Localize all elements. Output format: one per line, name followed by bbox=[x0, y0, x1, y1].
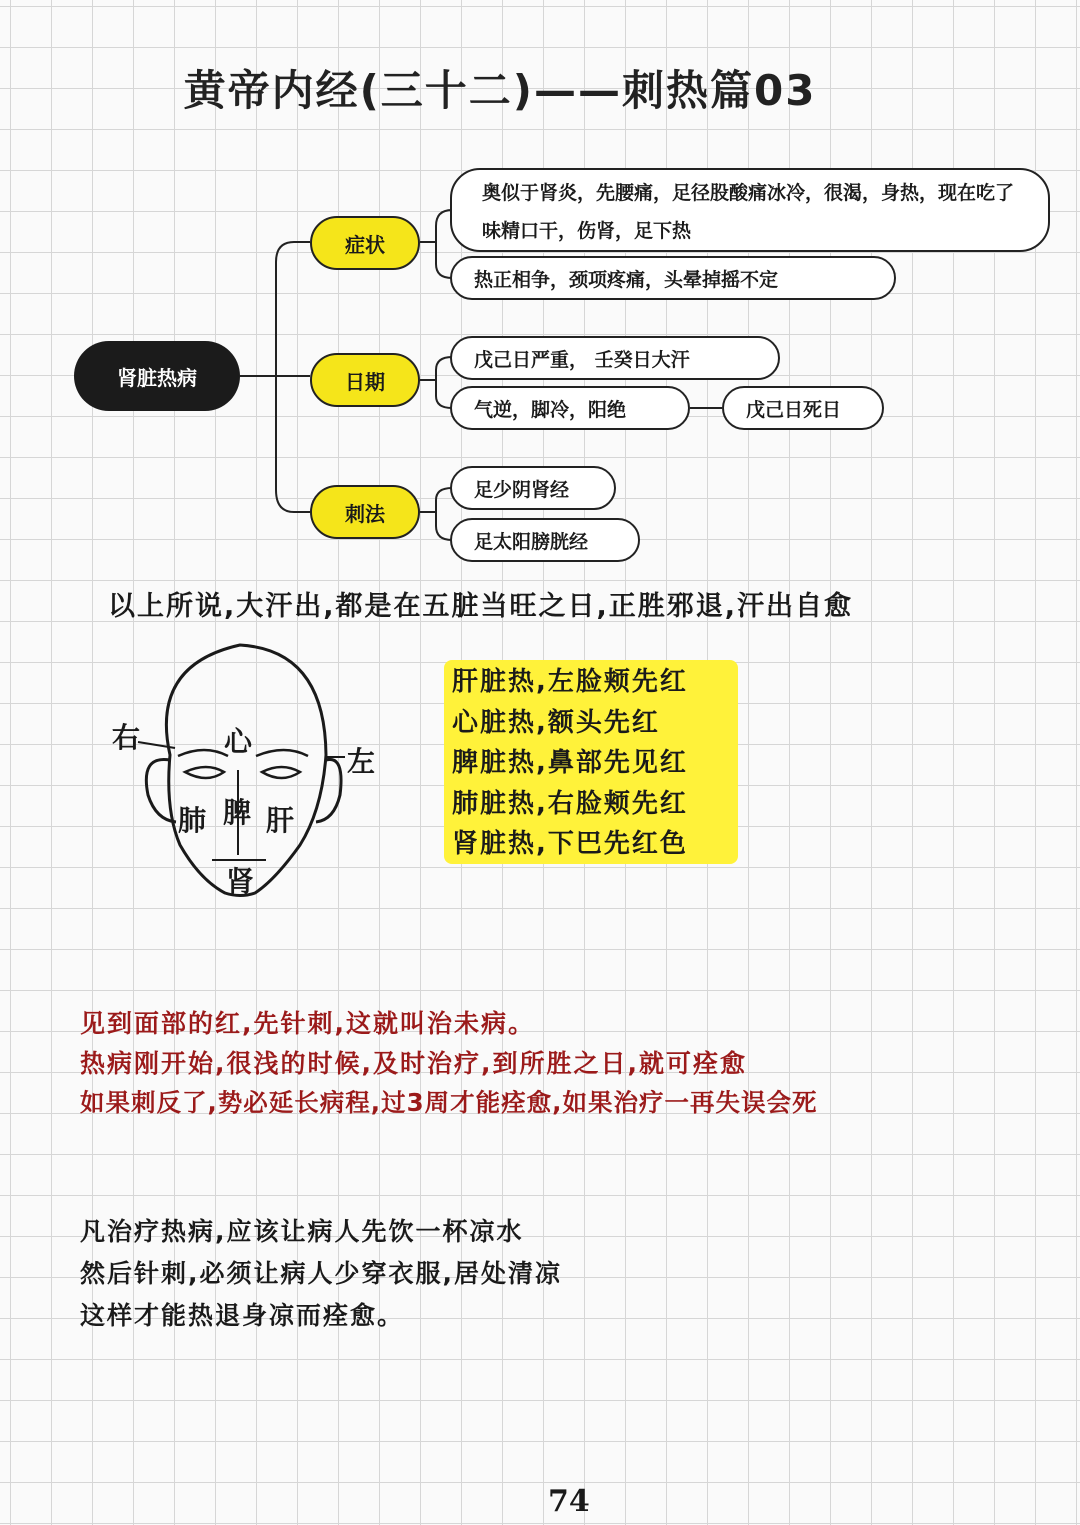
leaf-symptom-1: 奥似于肾炎，先腰痛，足径股酸痛冰冷，很渴，身热，现在吃了味精口干，伤肾，足下热 bbox=[450, 168, 1050, 252]
treatment-note-3: 这样才能热退身凉而痊愈。 bbox=[80, 1301, 405, 1330]
page-title: 黄帝内经(三十二)——刺热篇03 bbox=[183, 66, 817, 115]
left-eye bbox=[262, 767, 300, 778]
leaf-symptom-2: 热正相争，颈项疼痛，头晕掉摇不定 bbox=[450, 256, 896, 300]
right-eyebrow bbox=[178, 750, 228, 756]
face-label-spleen: 脾 bbox=[223, 796, 252, 829]
treatment-note-1: 凡治疗热病,应该让病人先饮一杯凉水 bbox=[80, 1217, 524, 1246]
highlight-line-kidney: 肾脏热,下巴先红色 bbox=[452, 829, 688, 859]
red-note-2: 热病刚开始,很浅的时候,及时治疗,到所胜之日,就可痊愈 bbox=[80, 1049, 747, 1078]
red-note-3: 如果刺反了,势必延长病程,过3周才能痊愈,如果治疗一再失误会死 bbox=[80, 1088, 818, 1117]
leaf-date-1: 戊己日严重， 壬癸日大汗 bbox=[450, 336, 780, 380]
mindmap-root: 肾脏热病 bbox=[74, 341, 240, 411]
branch-symptoms: 症状 bbox=[310, 216, 420, 270]
highlight-line-heart: 心脏热,额头先红 bbox=[452, 707, 660, 738]
branch-dates: 日期 bbox=[310, 353, 420, 407]
highlight-line-lung: 肺脏热,右脸颊先红 bbox=[452, 788, 688, 819]
face-label-right: 右 bbox=[112, 721, 141, 754]
face-label-liver: 肝 bbox=[266, 804, 295, 837]
summary-line: 以上所说,大汗出,都是在五脏当旺之日,正胜邪退,汗出自愈 bbox=[108, 591, 854, 622]
leaf-meridian-2: 足太阳膀胱经 bbox=[450, 518, 640, 562]
face-label-lung: 肺 bbox=[178, 804, 207, 837]
highlight-line-spleen: 脾脏热,鼻部先见红 bbox=[452, 748, 688, 778]
treatment-note-2: 然后针刺,必须让病人少穿衣服,居处清凉 bbox=[80, 1259, 562, 1288]
highlight-line-liver: 肝脏热,左脸颊先红 bbox=[452, 667, 688, 697]
page-number: 74 bbox=[548, 1484, 590, 1519]
leaf-date-extra: 戊己日死日 bbox=[722, 386, 884, 430]
left-eyebrow bbox=[256, 750, 308, 756]
face-label-kidney: 肾 bbox=[226, 865, 255, 898]
leaf-meridian-1: 足少阴肾经 bbox=[450, 466, 616, 510]
right-eye bbox=[185, 767, 224, 778]
face-label-heart: 心 bbox=[224, 725, 253, 758]
leaf-date-2: 气逆，脚冷，阳绝 bbox=[450, 386, 690, 430]
organ-heat-highlight-box bbox=[444, 660, 738, 864]
branch-acupuncture: 刺法 bbox=[310, 485, 420, 539]
face-label-left: 左 bbox=[347, 745, 376, 778]
red-note-1: 见到面部的红,先针刺,这就叫治未病。 bbox=[80, 1009, 535, 1038]
